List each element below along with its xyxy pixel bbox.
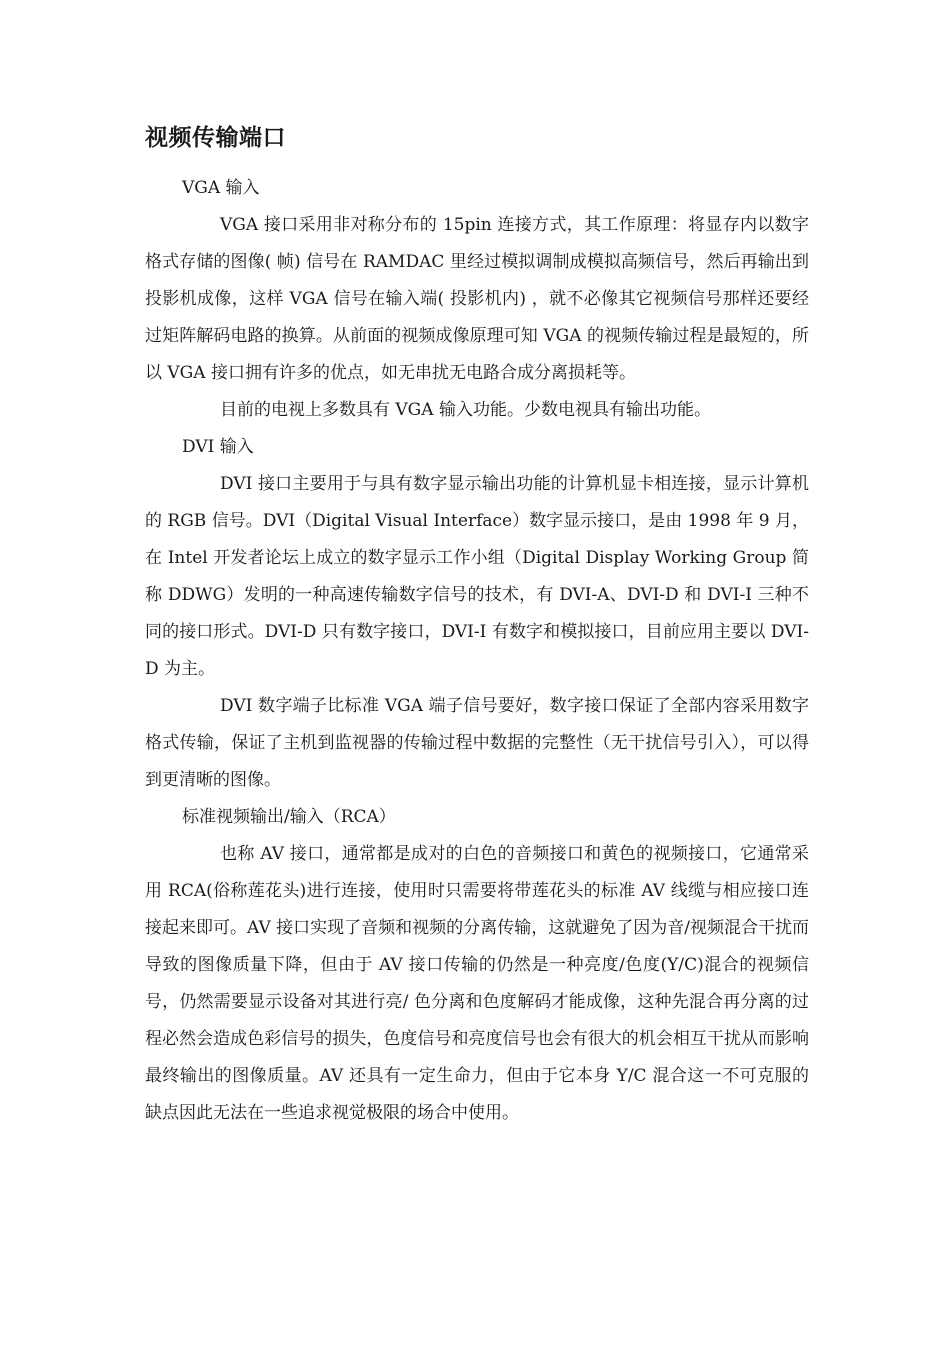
document-page bbox=[145, 118, 809, 1132]
section-heading-rca: 标准视频输出/输入（RCA） bbox=[182, 807, 396, 827]
section-heading-vga: VGA 输入 bbox=[182, 178, 260, 198]
paragraph-dvi-1: DVI 接口主要用于与具有数字显示输出功能的计算机显卡相连接，显示计算机的 RGB 信号。DVI（Digital Visual Interface）数字显示接口，是由 1998 年 9 月，在 Intel 开发者论坛上成立的数字显示工作小组（Digital Display Working Group 简称 DDWG）发明的一种高速传输数字信号的技术，有 DVI-A、DVI-D 和 DVI-I 三种不同的接口形式。DVI-D 只有数字接口，DVI-I 有数字和模拟接口，目前应用主要以 DVI-D 为主。 bbox=[145, 474, 809, 679]
section-vga bbox=[145, 170, 809, 429]
page-title: 视频传输端口 bbox=[145, 124, 286, 151]
paragraph-vga-1: VGA 接口采用非对称分布的 15pin 连接方式，其工作原理：将显存内以数字格式存储的图像( 帧) 信号在 RAMDAC 里经过模拟调制成模拟高频信号，然后再输出到投影机成像，这样 VGA 信号在输入端( 投影机内) ，就不必像其它视频信号那样还要经过矩阵解码电路的换算。从前面的视频成像原理可知 VGA 的视频传输过程是最短的，所以 VGA 接口拥有许多的优点，如无串扰无电路合成分离损耗等。 bbox=[145, 215, 809, 383]
section-rca bbox=[145, 799, 809, 1132]
section-dvi bbox=[145, 429, 809, 799]
section-heading-dvi: DVI 输入 bbox=[182, 437, 254, 457]
paragraph-dvi-2: DVI 数字端子比标准 VGA 端子信号要好，数字接口保证了全部内容采用数字格式传输，保证了主机到监视器的传输过程中数据的完整性（无干扰信号引入），可以得到更清晰的图像。 bbox=[145, 696, 809, 790]
paragraph-rca-1: 也称 AV 接口，通常都是成对的白色的音频接口和黄色的视频接口，它通常采用 RCA(俗称莲花头)进行连接，使用时只需要将带莲花头的标准 AV 线缆与相应接口连接起来即可。AV 接口实现了音频和视频的分离传输，这就避免了因为音/视频混合干扰而导致的图像质量下降，但由于 AV 接口传输的仍然是一种亮度/色度(Y/C)混合的视频信号，仍然需要显示设备对其进行亮/ 色分离和色度解码才能成像，这种先混合再分离的过程必然会造成色彩信号的损失，色度信号和亮度信号也会有很大的机会相互干扰从而影响最终输出的图像质量。AV 还具有一定生命力，但由于它本身 Y/C 混合这一不可克服的缺点因此无法在一些追求视觉极限的场合中使用。 bbox=[145, 844, 809, 1123]
paragraph-vga-2: 目前的电视上多数具有 VGA 输入功能。少数电视具有输出功能。 bbox=[220, 400, 711, 420]
